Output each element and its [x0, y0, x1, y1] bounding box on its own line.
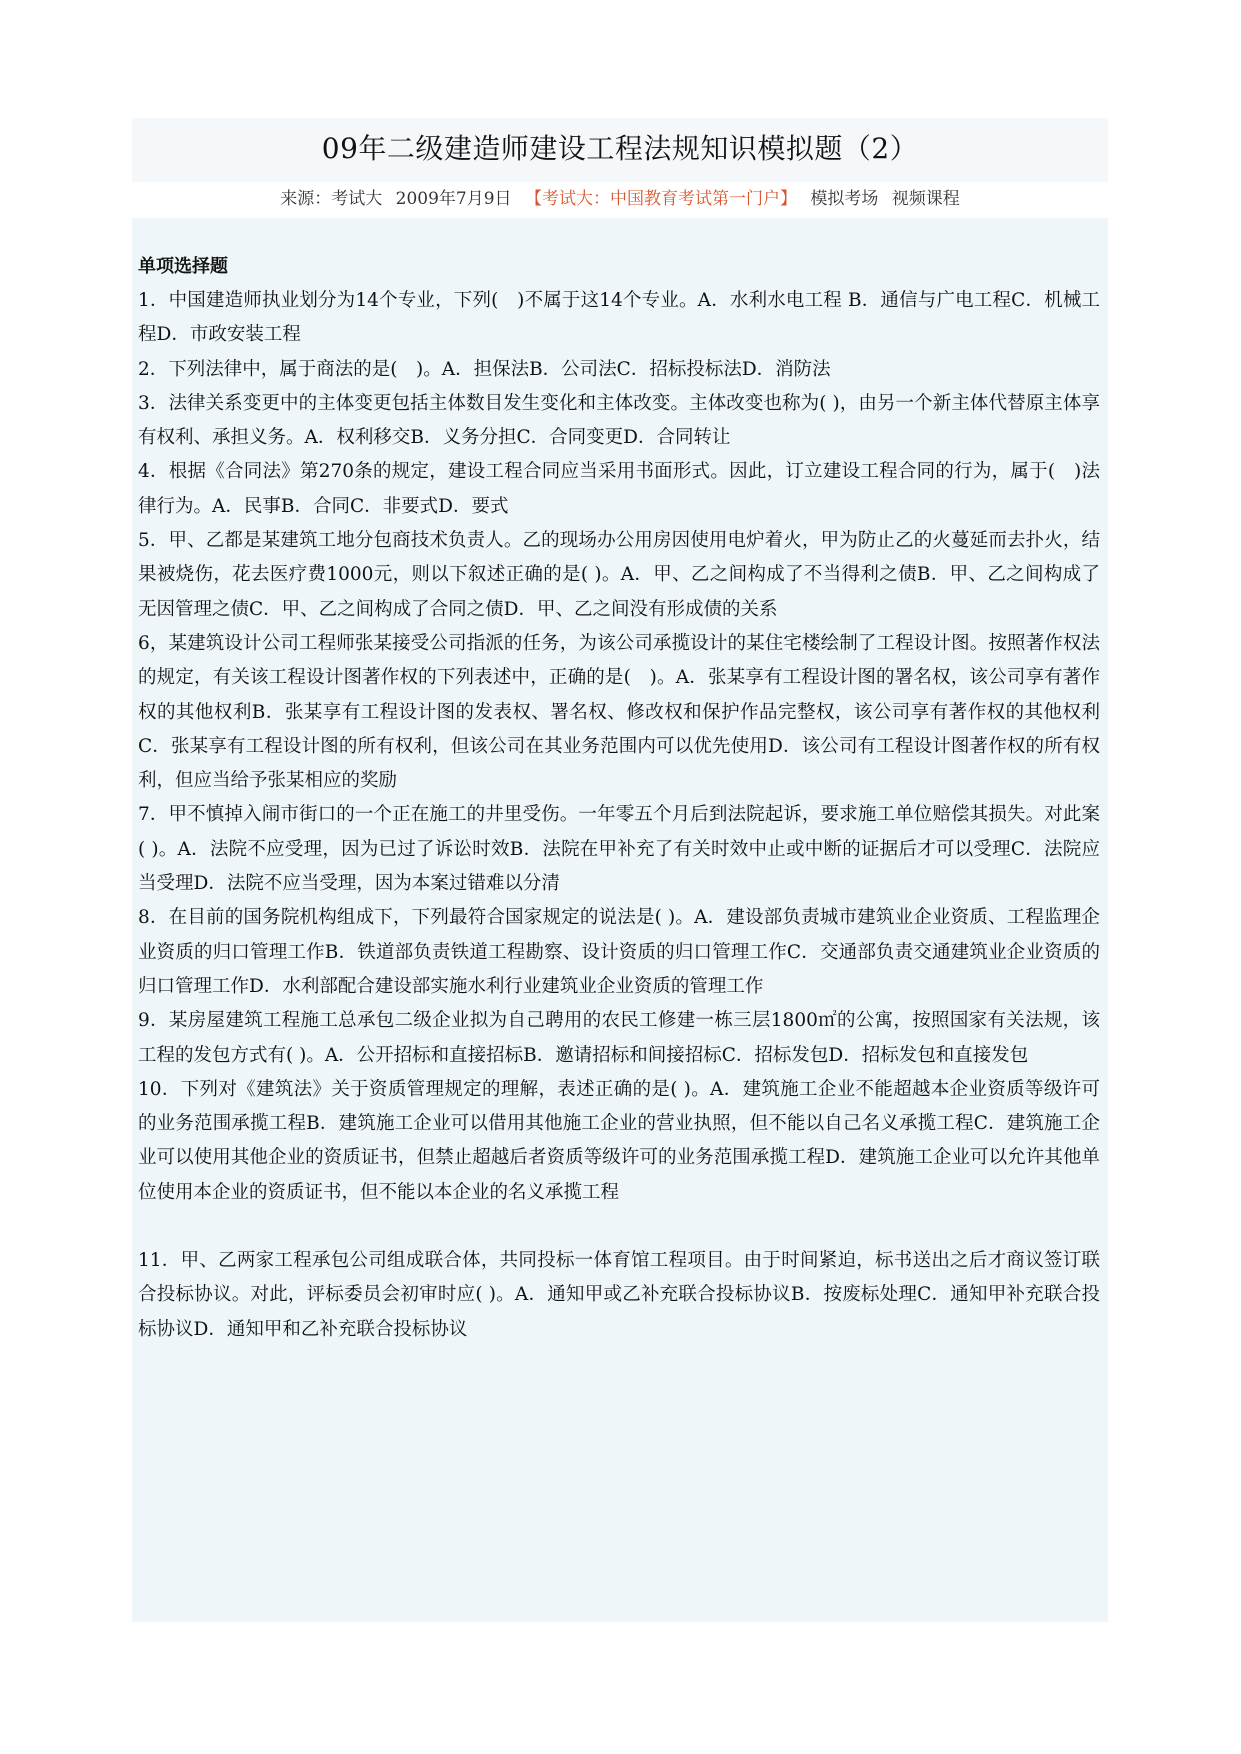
article-body: [132, 218, 1108, 1622]
site-brand-link[interactable]: 【考试大：中国教育考试第一门户】: [524, 189, 797, 209]
page-title: 09年二级建造师建设工程法规知识模拟题（2）: [321, 132, 919, 165]
question-5: 5．甲、乙都是某建筑工地分包商技术负责人。乙的现场办公用房因使用电炉着火，甲为防止乙的火蔓延而去扑火，结果被烧伤，花去医疗费1000元，则以下叙述正确的是( )。A．甲、乙之间构成了不当得利之债B．甲、乙之间构成了无因管理之债C．甲、乙之间构成了合同之债D．甲、乙之间没有形成债的关系: [138, 530, 1100, 620]
source-line: [132, 185, 1108, 213]
source-label: 来源：考试大: [280, 189, 383, 209]
question-2: 2．下列法律中，属于商法的是( )。A．担保法B．公司法C．招标投标法D．消防法: [138, 358, 831, 380]
title-banner: [132, 118, 1108, 182]
question-9: 9．某房屋建筑工程施工总承包二级企业拟为自己聘用的农民工修建一栋三层1800㎡的公寓，按照国家有关法规，该工程的发包方式有( )。A．公开招标和直接招标B．邀请招标和间接招标C．招标发包D．招标发包和直接发包: [138, 1010, 1100, 1066]
video-course-link[interactable]: 视频课程: [891, 189, 960, 209]
question-8: 8．在目前的国务院机构组成下，下列最符合国家规定的说法是( )。A．建设部负责城市建筑业企业资质、工程监理企业资质的归口管理工作B．铁道部负责铁道工程勘察、设计资质的归口管理工作C．交通部负责交通建筑业企业资质的归口管理工作D．水利部配合建设部实施水利行业建筑业企业资质的管理工作: [138, 907, 1100, 997]
question-11: 11．甲、乙两家工程承包公司组成联合体，共同投标一体育馆工程项目。由于时间紧迫，标书送出之后才商议签订联合投标协议。对此，评标委员会初审时应( )。A．通知甲或乙补充联合投标协议B．按废标处理C．通知甲补充联合投标协议D．通知甲和乙补充联合投标协议: [138, 1250, 1100, 1340]
question-3: 3．法律关系变更中的主体变更包括主体数目发生变化和主体改变。主体改变也称为( )，由另一个新主体代替原主体享有权利、承担义务。A．权利移交B．义务分担C．合同变更D．合同转让: [138, 392, 1100, 449]
publish-date: 2009年7月9日: [395, 189, 512, 209]
mock-exam-link[interactable]: 模拟考场: [810, 189, 879, 209]
section-heading: 单项选择题: [138, 256, 228, 277]
question-6: 6，某建筑设计公司工程师张某接受公司指派的任务，为该公司承揽设计的某住宅楼绘制了工程设计图。按照著作权法的规定，有关该工程设计图著作权的下列表述中，正确的是( )。A．张某享有工程设计图的署名权，该公司享有著作权的其他权利B．张某享有工程设计图的发表权、署名权、修改权和保护作品完整权，该公司享有著作权的其他权利C．张某享有工程设计图的所有权利，但该公司在其业务范围内可以优先使用D．该公司有工程设计图著作权的所有权利，但应当给予张某相应的奖励: [138, 632, 1100, 792]
question-1: 1．中国建造师执业划分为14个专业，下列( )不属于这14个专业。A．水利水电工程 B．通信与广电工程C．机械工程D．市政安装工程: [138, 290, 1100, 346]
question-4: 4．根据《合同法》第270条的规定，建设工程合同应当采用书面形式。因此，订立建设工程合同的行为，属于( )法律行为。A．民事B．合同C．非要式D．要式: [138, 461, 1100, 517]
question-10: 10．下列对《建筑法》关于资质管理规定的理解，表述正确的是( )。A．建筑施工企业不能超越本企业资质等级许可的业务范围承揽工程B．建筑施工企业可以借用其他施工企业的营业执照，但不能以自己名义承揽工程C．建筑施工企业可以使用其他企业的资质证书，但禁止超越后者资质等级许可的业务范围承揽工程D．建筑施工企业可以允许其他单位使用本企业的资质证书，但不能以本企业的名义承揽工程: [138, 1078, 1100, 1203]
question-7: 7．甲不慎掉入闹市街口的一个正在施工的井里受伤。一年零五个月后到法院起诉，要求施工单位赔偿其损失。对此案( )。A．法院不应受理，因为已过了诉讼时效B．法院在甲补充了有关时效中止或中断的证据后才可以受理C．法院应当受理D．法院不应当受理，因为本案过错难以分清: [138, 804, 1100, 895]
